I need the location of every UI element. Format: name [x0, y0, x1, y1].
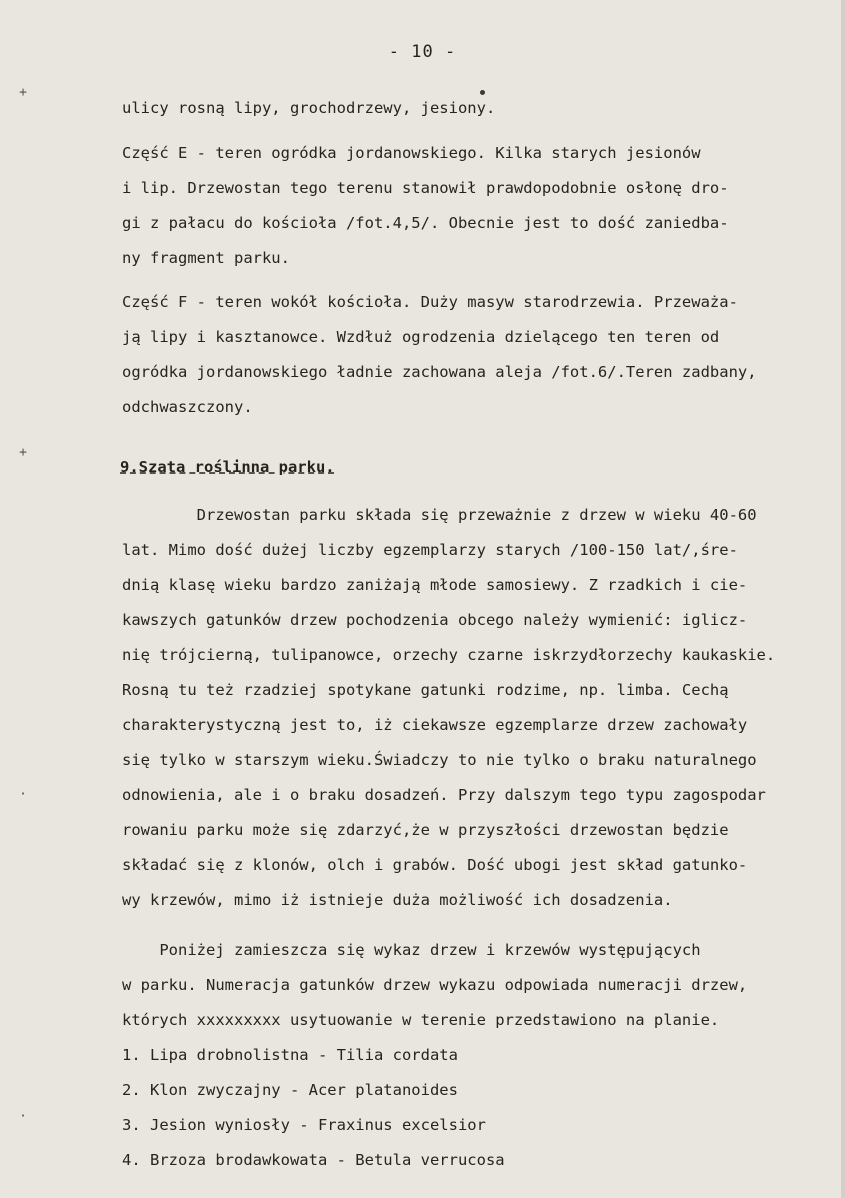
- section-heading: 9.Szata roślinna parku.: [120, 458, 335, 476]
- punch-hole-mark: +: [19, 85, 27, 100]
- text-line: nię trójcierną, tulipanowce, orzechy czarne iskrzydłorzechy kaukaskie.: [122, 646, 776, 664]
- page-number: - 10 -: [388, 42, 457, 62]
- text-line: Część F - teren wokół kościoła. Duży masyw starodrzewia. Przeważa-: [122, 293, 738, 311]
- text-line: kawszych gatunków drzew pochodzenia obcego należy wymienić: iglicz-: [122, 611, 748, 629]
- text-line: ny fragment parku.: [122, 249, 290, 267]
- text-line: lat. Mimo dość dużej liczby egzemplarzy starych /100-150 lat/,śre-: [122, 541, 738, 559]
- text-line: się tylko w starszym wieku.Świadczy to nie tylko o braku naturalnego: [122, 751, 757, 769]
- punch-hole-mark: ·: [19, 1109, 27, 1124]
- text-line: rowaniu parku może się zdarzyć,że w przyszłości drzewostan będzie: [122, 821, 729, 839]
- ink-dot: [480, 90, 485, 95]
- text-line: odchwaszczony.: [122, 398, 253, 416]
- text-line: Poniżej zamieszcza się wykaz drzew i krzewów występujących: [122, 941, 701, 959]
- text-line: odnowienia, ale i o braku dosadzeń. Przy dalszym tego typu zagospodar: [122, 786, 766, 804]
- text-line: charakterystyczną jest to, iż ciekawsze egzemplarze drzew zachowały: [122, 716, 748, 734]
- text-line: których xxxxxxxxx usytuowanie w terenie przedstawiono na planie.: [122, 1011, 720, 1029]
- list-item: 2. Klon zwyczajny - Acer platanoides: [122, 1081, 458, 1099]
- text-line: Część E - teren ogródka jordanowskiego. Kilka starych jesionów: [122, 144, 701, 162]
- text-line: składać się z klonów, olch i grabów. Dość ubogi jest skład gatunko-: [122, 856, 748, 874]
- text-line: w parku. Numeracja gatunków drzew wykazu odpowiada numeracji drzew,: [122, 976, 748, 994]
- list-item: 4. Brzoza brodawkowata - Betula verrucosa: [122, 1151, 505, 1169]
- text-line: ulicy rosną lipy, grochodrzewy, jesiony.: [122, 99, 496, 117]
- list-item: 3. Jesion wyniosły - Fraxinus excelsior: [122, 1116, 486, 1134]
- punch-hole-mark: ·: [19, 787, 27, 802]
- text-line: wy krzewów, mimo iż istnieje duża możliwość ich dosadzenia.: [122, 891, 673, 909]
- text-line: Drzewostan parku składa się przeważnie z drzew w wieku 40-60: [122, 506, 757, 524]
- text-line: i lip. Drzewostan tego terenu stanowił prawdopodobnie osłonę dro-: [122, 179, 729, 197]
- text-line: gi z pałacu do kościoła /fot.4,5/. Obecnie jest to dość zaniedba-: [122, 214, 729, 232]
- text-line: ogródka jordanowskiego ładnie zachowana aleja /fot.6/.Teren zadbany,: [122, 363, 757, 381]
- list-item: 1. Lipa drobnolistna - Tilia cordata: [122, 1046, 458, 1064]
- text-line: ją lipy i kasztanowce. Wzdłuż ogrodzenia dzielącego ten teren od: [122, 328, 720, 346]
- punch-hole-mark: +: [19, 445, 27, 460]
- text-line: Rosną tu też rzadziej spotykane gatunki rodzime, np. limba. Cechą: [122, 681, 729, 699]
- text-line: dnią klasę wieku bardzo zaniżają młode samosiewy. Z rzadkich i cie-: [122, 576, 748, 594]
- page-edge: [841, 0, 845, 1198]
